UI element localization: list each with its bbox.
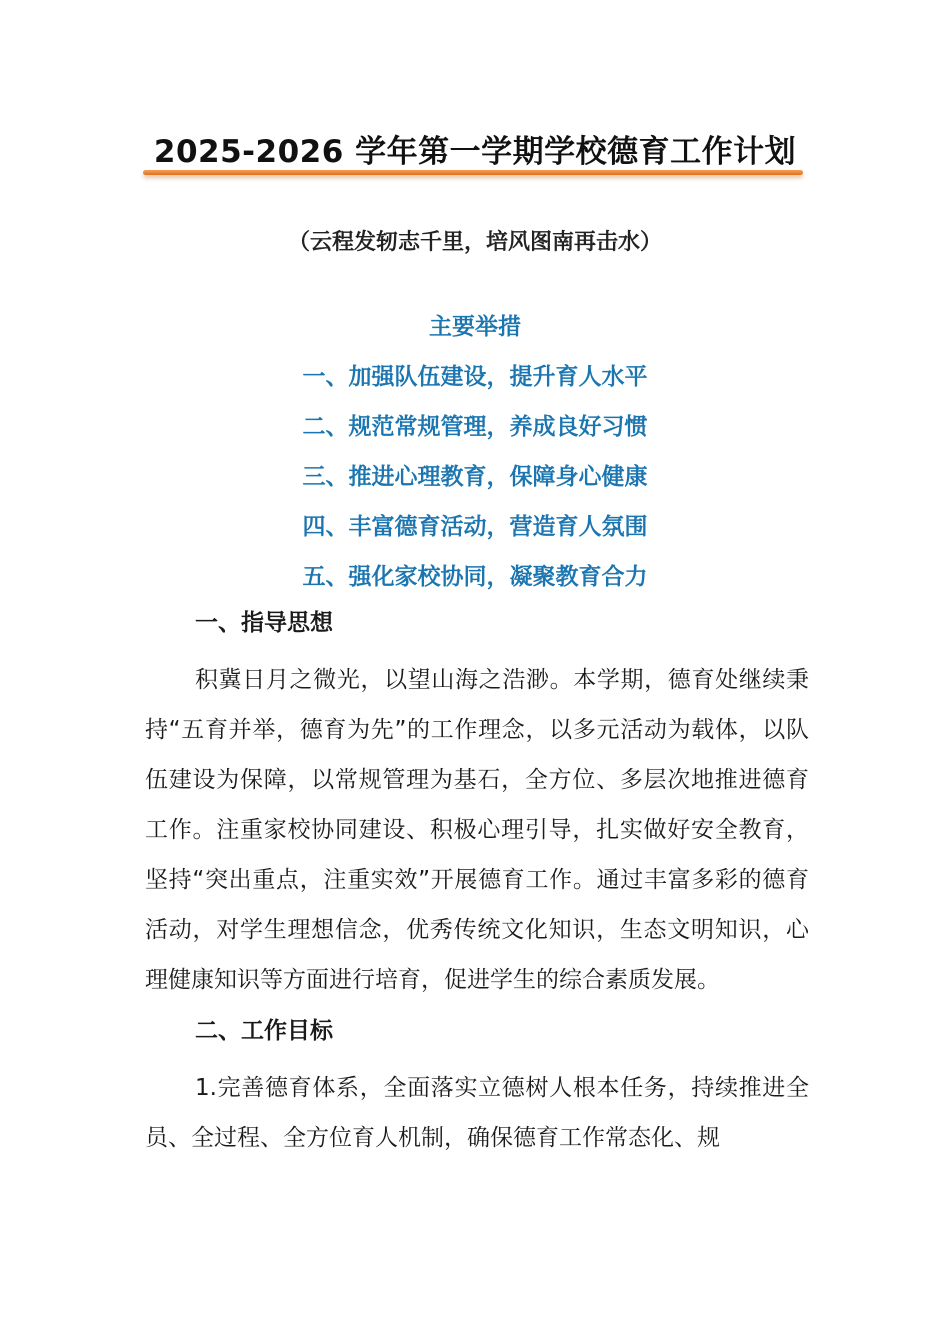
measure-item: 一、加强队伍建设，提升育人水平	[302, 364, 648, 390]
paragraph-guiding-ideology: 积冀日月之微光，以望山海之浩渺。本学期，德育处继续秉持“五育并举，德育为先”的工作理念，以多元活动为载体，以队伍建设为保障，以常规管理为基石，全方位、多层次地推进德育工作。注重家校协同建设、积极心理引导，扎实做好安全教育，坚持“突出重点，注重实效”开展德育工作。通过丰富多彩的德育活动，对学生理想信念，优秀传统文化知识，生态文明知识，心理健康知识等方面进行培育，促进学生的综合素质发展。	[145, 667, 809, 993]
document-title: 2025-2026 学年第一学期学校德育工作计划	[153, 134, 797, 170]
measure-item: 二、规范常规管理，养成良好习惯	[302, 414, 648, 440]
document-subtitle: （云程发轫志千里，培风图南再击水）	[287, 230, 662, 255]
main-measures-list	[0, 309, 950, 609]
measure-item: 四、丰富德育活动，营造育人氛围	[302, 514, 648, 540]
title-underline	[143, 170, 803, 175]
section-heading-guiding-ideology: 一、指导思想	[195, 610, 333, 636]
measure-item: 五、强化家校协同，凝聚教育合力	[302, 564, 648, 590]
document-body	[145, 605, 809, 1163]
measures-heading: 主要举措	[429, 314, 521, 340]
paragraph-work-goals: 1.完善德育体系，全面落实立德树人根本任务，持续推进全员、全过程、全方位育人机制，确保德育工作常态化、规	[145, 1075, 809, 1151]
section-heading-work-goals: 二、工作目标	[195, 1018, 333, 1044]
measure-item: 三、推进心理教育，保障身心健康	[302, 464, 648, 490]
